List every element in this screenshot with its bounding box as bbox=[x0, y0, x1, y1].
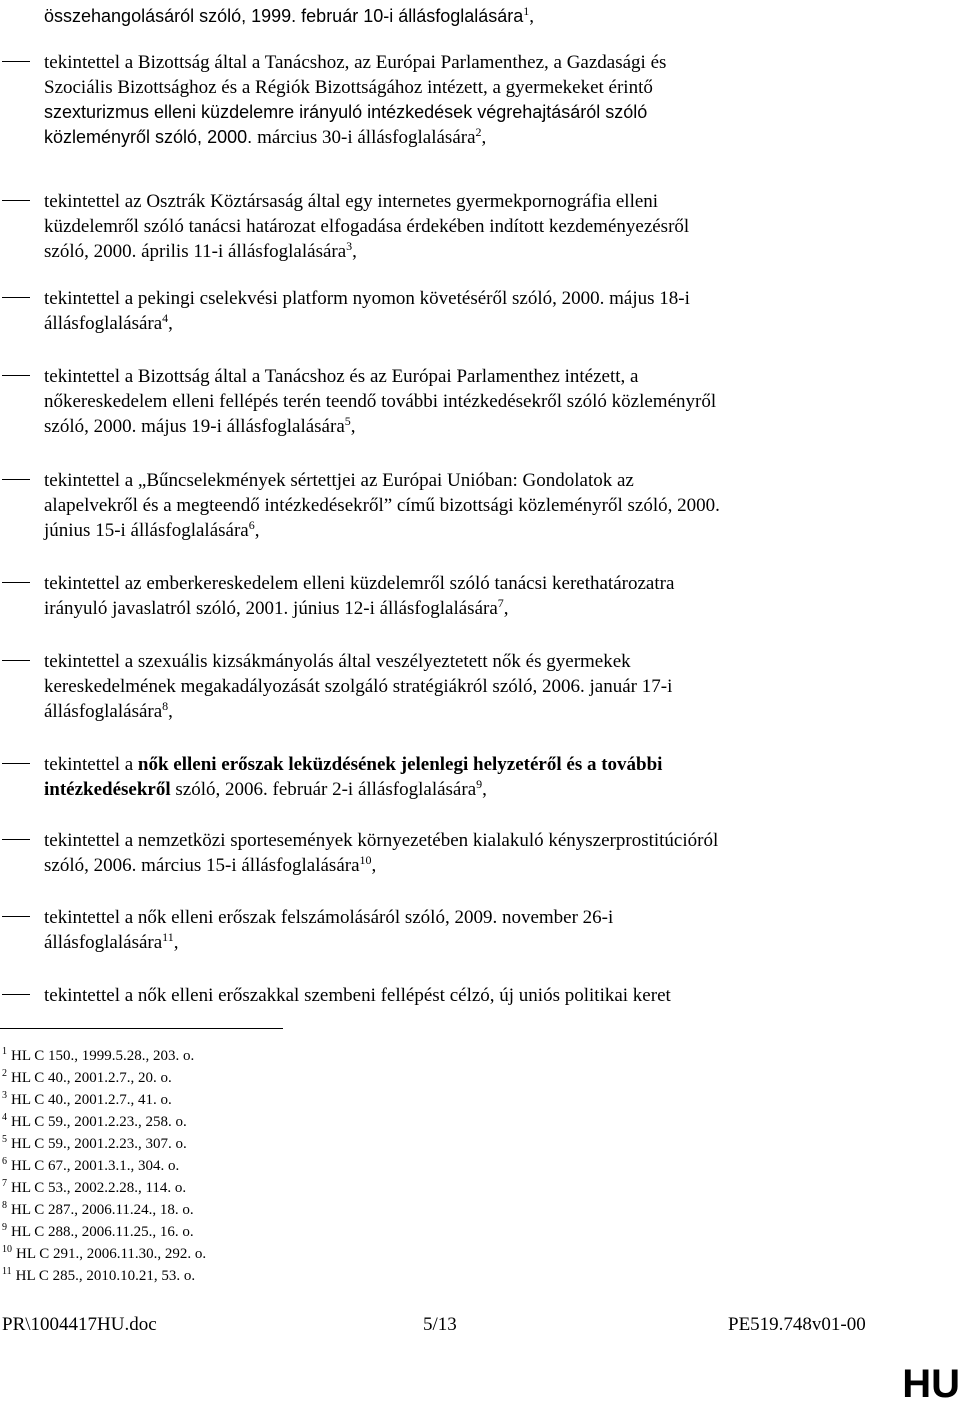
text-segment: szóló, 2006. március 15-i állásfoglalására bbox=[44, 855, 360, 876]
text-segment: szóló, 2000. április 11-i állásfoglalására bbox=[44, 241, 347, 262]
citation-text bbox=[44, 983, 924, 1008]
citation-text bbox=[44, 50, 924, 150]
footnote-ref: 4 bbox=[162, 311, 169, 325]
text-line bbox=[44, 214, 924, 239]
footnote bbox=[2, 1067, 402, 1089]
dash-bullet bbox=[2, 660, 30, 661]
dash-bullet bbox=[2, 297, 30, 298]
text-segment: , bbox=[503, 598, 509, 619]
text-segment: szóló, 2006. február 2-i állásfoglalására bbox=[170, 779, 477, 800]
footnote-ref: 11 bbox=[162, 930, 174, 944]
text-segment: tekintettel a nők elleni erőszak felszámolásáról szóló, 2009. november 26-i bbox=[44, 907, 614, 928]
footnote-text: HL C 40., 2001.2.7., 41. o. bbox=[11, 1092, 172, 1108]
text-line bbox=[44, 493, 924, 518]
footnote-ref: 8 bbox=[162, 699, 169, 713]
text-segment: tekintettel a Bizottság által a Tanácshoz, az Európai Parlamenthez, a Gazdasági és bbox=[44, 52, 667, 73]
footnote bbox=[2, 1155, 402, 1177]
text-segment: , bbox=[352, 241, 357, 262]
text-segment: , bbox=[254, 520, 260, 541]
dash-bullet bbox=[2, 479, 30, 480]
text-line bbox=[44, 286, 924, 311]
text-line bbox=[44, 100, 924, 125]
text-line bbox=[44, 518, 924, 543]
text-segment: Szociális Bizottsághoz és a Régiók Bizottságához intézett, a gyermekeket érintő bbox=[44, 77, 653, 98]
text-segment: június 15-i állásfoglalására bbox=[44, 520, 249, 541]
citation-text bbox=[44, 649, 924, 724]
footnote-number: 8 bbox=[2, 1200, 7, 1211]
footnote-ref: 7 bbox=[497, 596, 504, 610]
footnote bbox=[2, 1133, 402, 1155]
text-segment: tekintettel a nemzetközi sportesemények környezetében kialakuló kényszerprostitúcióról bbox=[44, 830, 719, 851]
footnote-separator bbox=[0, 1028, 283, 1029]
citation-text bbox=[44, 468, 924, 543]
citation-text bbox=[44, 828, 924, 878]
bold-text: nők elleni erőszak leküzdésének jelenlegi helyzetéről és a további bbox=[137, 754, 663, 775]
footnote bbox=[2, 1045, 402, 1067]
text-segment: tekintettel a nők elleni erőszakkal szembeni fellépést célzó, új uniós politikai keret bbox=[44, 985, 671, 1006]
text-line bbox=[44, 752, 924, 777]
footnote-text: HL C 59., 2001.2.23., 258. o. bbox=[11, 1114, 187, 1130]
footnote-ref: 6 bbox=[248, 518, 255, 532]
text-line bbox=[44, 674, 924, 699]
dash-bullet bbox=[2, 839, 30, 840]
text-segment: tekintettel a Bizottság által a Tanácshoz és az Európai Parlamenthez intézett, a bbox=[44, 366, 639, 387]
footer-filename: PR\1004417HU.doc bbox=[2, 1314, 157, 1335]
first-line-text: összehangolásáról szóló, 1999. február 10-i állásfoglalására bbox=[44, 6, 524, 26]
footnote-number: 1 bbox=[2, 1046, 7, 1057]
text-segment: , bbox=[371, 855, 377, 876]
text-segment: irányuló javaslatról szóló, 2001. június 12-i állásfoglalására bbox=[44, 598, 498, 619]
text-segment: kereskedelmének megakadályozását szolgáló stratégiákról szóló, 2006. január 17-i bbox=[44, 676, 673, 697]
footnote-text: HL C 288., 2006.11.25., 16. o. bbox=[11, 1224, 194, 1240]
dash-bullet bbox=[2, 916, 30, 917]
footnote-text: HL C 40., 2001.2.7., 20. o. bbox=[11, 1070, 172, 1086]
footnote bbox=[2, 1089, 402, 1111]
footnote-number: 5 bbox=[2, 1134, 7, 1145]
footnote-number: 4 bbox=[2, 1112, 7, 1123]
footnote-number: 11 bbox=[2, 1266, 12, 1277]
language-code: HU bbox=[902, 1362, 960, 1406]
footnote-text: HL C 287., 2006.11.24., 18. o. bbox=[11, 1202, 194, 1218]
text-line bbox=[44, 930, 924, 955]
dash-bullet bbox=[2, 61, 30, 62]
footnote bbox=[2, 1111, 402, 1133]
citation-text bbox=[44, 752, 924, 802]
text-segment: , bbox=[168, 313, 173, 334]
footnote-number: 9 bbox=[2, 1222, 7, 1233]
citation-text bbox=[44, 905, 924, 955]
footer-document-ref: PE519.748v01-00 bbox=[728, 1314, 866, 1335]
text-line bbox=[44, 468, 924, 493]
text-line bbox=[44, 571, 924, 596]
text-line bbox=[44, 414, 924, 439]
dash-bullet bbox=[2, 375, 30, 376]
text-line bbox=[44, 596, 924, 621]
footnote bbox=[2, 1265, 402, 1287]
text-segment: szexturizmus elleni küzdelemre irányuló intézkedések végrehajtásáról szóló bbox=[44, 102, 648, 122]
text-segment: küzdelemről szóló tanácsi határozat elfogadása érdekében indított kezdeményezésről bbox=[44, 216, 690, 237]
footnote-ref: 10 bbox=[359, 853, 372, 867]
text-segment: , bbox=[173, 932, 179, 953]
text-line bbox=[44, 50, 924, 75]
dash-bullet bbox=[2, 582, 30, 583]
footnote bbox=[2, 1221, 402, 1243]
footnote-number: 10 bbox=[2, 1244, 12, 1255]
text-segment: március 30-i állásfoglalására bbox=[257, 127, 476, 148]
text-segment: állásfoglalására bbox=[44, 701, 163, 722]
citation-text bbox=[44, 571, 924, 621]
footnote-number: 3 bbox=[2, 1090, 7, 1101]
text-segment: tekintettel az emberkereskedelem elleni küzdelemről szóló tanácsi kerethatározatra bbox=[44, 573, 675, 594]
text-line bbox=[44, 828, 924, 853]
footer-page-number: 5/13 bbox=[423, 1314, 457, 1335]
text-line bbox=[44, 905, 924, 930]
text-segment: nőkereskedelem elleni fellépés terén teendő további intézkedésekről szóló közleményről bbox=[44, 391, 717, 412]
citation-text bbox=[44, 286, 924, 336]
dash-bullet bbox=[2, 200, 30, 201]
text-line bbox=[44, 983, 924, 1008]
text-line bbox=[44, 75, 924, 100]
page-footer bbox=[0, 1314, 960, 1340]
text-segment: tekintettel az Osztrák Köztársaság által egy internetes gyermekpornográfia elleni bbox=[44, 191, 659, 212]
footnote-list bbox=[2, 1045, 402, 1287]
text-line bbox=[44, 389, 924, 414]
bold-text: intézkedésekről bbox=[44, 779, 171, 800]
text-line bbox=[44, 777, 924, 802]
text-segment: szóló, 2000. május 19-i állásfoglalására bbox=[44, 416, 345, 437]
text-line bbox=[44, 364, 924, 389]
citation-text bbox=[44, 364, 924, 439]
footnote-text: HL C 150., 1999.5.28., 203. o. bbox=[11, 1048, 195, 1064]
first-line-punct: , bbox=[529, 6, 535, 27]
footnote-text: HL C 53., 2002.2.28., 114. o. bbox=[11, 1180, 187, 1196]
footnote-text: HL C 291., 2006.11.30., 292. o. bbox=[16, 1246, 207, 1262]
text-line bbox=[44, 853, 924, 878]
text-line bbox=[44, 189, 924, 214]
text-segment: állásfoglalására bbox=[44, 313, 163, 334]
footnote-ref: 9 bbox=[476, 777, 483, 791]
text-segment: , bbox=[168, 701, 173, 722]
footnote-number: 7 bbox=[2, 1178, 7, 1189]
citation-text bbox=[44, 189, 924, 264]
footnote-ref: 3 bbox=[346, 239, 353, 253]
text-segment: állásfoglalására bbox=[44, 932, 163, 953]
text-segment: tekintettel a „Bűncselekmények sértettjei az Európai Unióban: Gondolatok az bbox=[44, 470, 634, 491]
footnote-number: 6 bbox=[2, 1156, 7, 1167]
text-line bbox=[44, 239, 924, 264]
dash-bullet bbox=[2, 763, 30, 764]
text-segment: , bbox=[482, 779, 487, 800]
footnote bbox=[2, 1199, 402, 1221]
footnote bbox=[2, 1177, 402, 1199]
text-line bbox=[44, 125, 924, 150]
footnote bbox=[2, 1243, 402, 1265]
text-segment: tekintettel a bbox=[44, 754, 138, 775]
text-line bbox=[44, 699, 924, 724]
text-line bbox=[44, 649, 924, 674]
continued-paragraph-line bbox=[44, 4, 934, 29]
footnote-text: HL C 285., 2010.10.21, 53. o. bbox=[15, 1268, 196, 1284]
text-segment: alapelvekről és a megteendő intézkedésekről” című bizottsági közleményről szóló, 2000. bbox=[44, 495, 720, 516]
footnote-number: 2 bbox=[2, 1068, 7, 1079]
dash-bullet bbox=[2, 994, 30, 995]
text-segment: , bbox=[481, 127, 487, 148]
footnote-text: HL C 59., 2001.2.23., 307. o. bbox=[11, 1136, 187, 1152]
text-line bbox=[44, 311, 924, 336]
text-segment: , bbox=[350, 416, 356, 437]
footnote-ref: 2 bbox=[475, 125, 482, 139]
text-segment: tekintettel a szexuális kizsákmányolás által veszélyeztetett nők és gyermekek bbox=[44, 651, 631, 672]
text-segment: közleményről szóló, 2000. bbox=[44, 127, 258, 147]
footnote-ref: 5 bbox=[344, 414, 351, 428]
footnote-text: HL C 67., 2001.3.1., 304. o. bbox=[11, 1158, 180, 1174]
footnote-ref-1: 1 bbox=[523, 4, 530, 18]
text-segment: tekintettel a pekingi cselekvési platform nyomon követéséről szóló, 2000. május 18-i bbox=[44, 288, 690, 309]
